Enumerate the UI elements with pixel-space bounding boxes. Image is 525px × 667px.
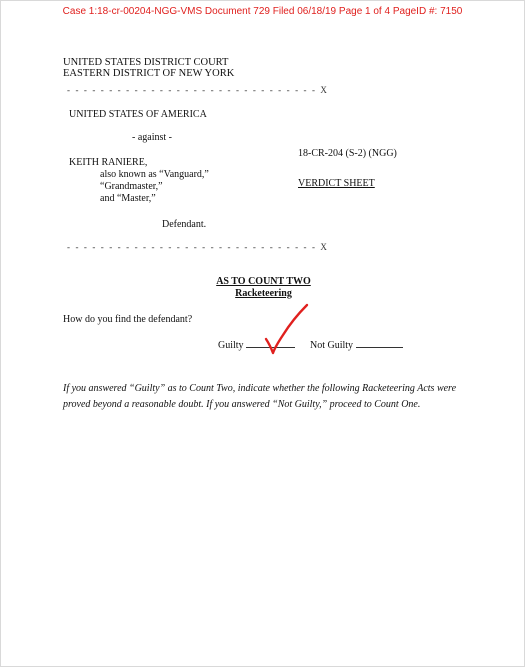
against-label: - against - xyxy=(132,132,172,143)
instruction-text: If you answered “Guilty” as to Count Two, indicate whether the following Racketeering Acts were proved beyond a reasonable doubt. If you answered “Not Guilty,” proceed to Count One. xyxy=(63,383,457,410)
not-guilty-label: Not Guilty xyxy=(310,340,354,351)
defendant-label: Defendant. xyxy=(162,219,207,230)
caption-separator-top: - - - - - - - - - - - - - - - - - - - - - - - - - - - - - - X xyxy=(67,85,329,95)
defendant-name: KEITH RANIERE, xyxy=(69,157,148,168)
not-guilty-option xyxy=(310,338,403,352)
count-subtitle: Racketeering xyxy=(235,288,292,299)
not-guilty-blank[interactable] xyxy=(356,338,403,348)
court-name: UNITED STATES DISTRICT COURT xyxy=(63,57,229,68)
caption-separator-bottom: - - - - - - - - - - - - - - - - - - - - - - - - - - - - - - X xyxy=(67,242,329,252)
aka-line-1: also known as “Vanguard,” xyxy=(100,169,209,180)
aka-line-3: and “Master,” xyxy=(100,193,156,204)
filing-header: Case 1:18-cr-00204-NGG-VMS Document 729 Filed 06/18/19 Page 1 of 4 PageID #: 7150 xyxy=(62,6,463,17)
court-district: EASTERN DISTRICT OF NEW YORK xyxy=(63,68,235,79)
count-title: AS TO COUNT TWO xyxy=(216,276,311,287)
plaintiff-name: UNITED STATES OF AMERICA xyxy=(69,109,207,120)
guilty-label: Guilty xyxy=(218,340,244,351)
verdict-sheet-title: VERDICT SHEET xyxy=(298,178,375,189)
aka-line-2: “Grandmaster,” xyxy=(100,181,163,192)
question-text: How do you find the defendant? xyxy=(63,314,193,325)
checkmark-icon xyxy=(263,301,313,361)
case-number: 18-CR-204 (S-2) (NGG) xyxy=(298,148,397,159)
